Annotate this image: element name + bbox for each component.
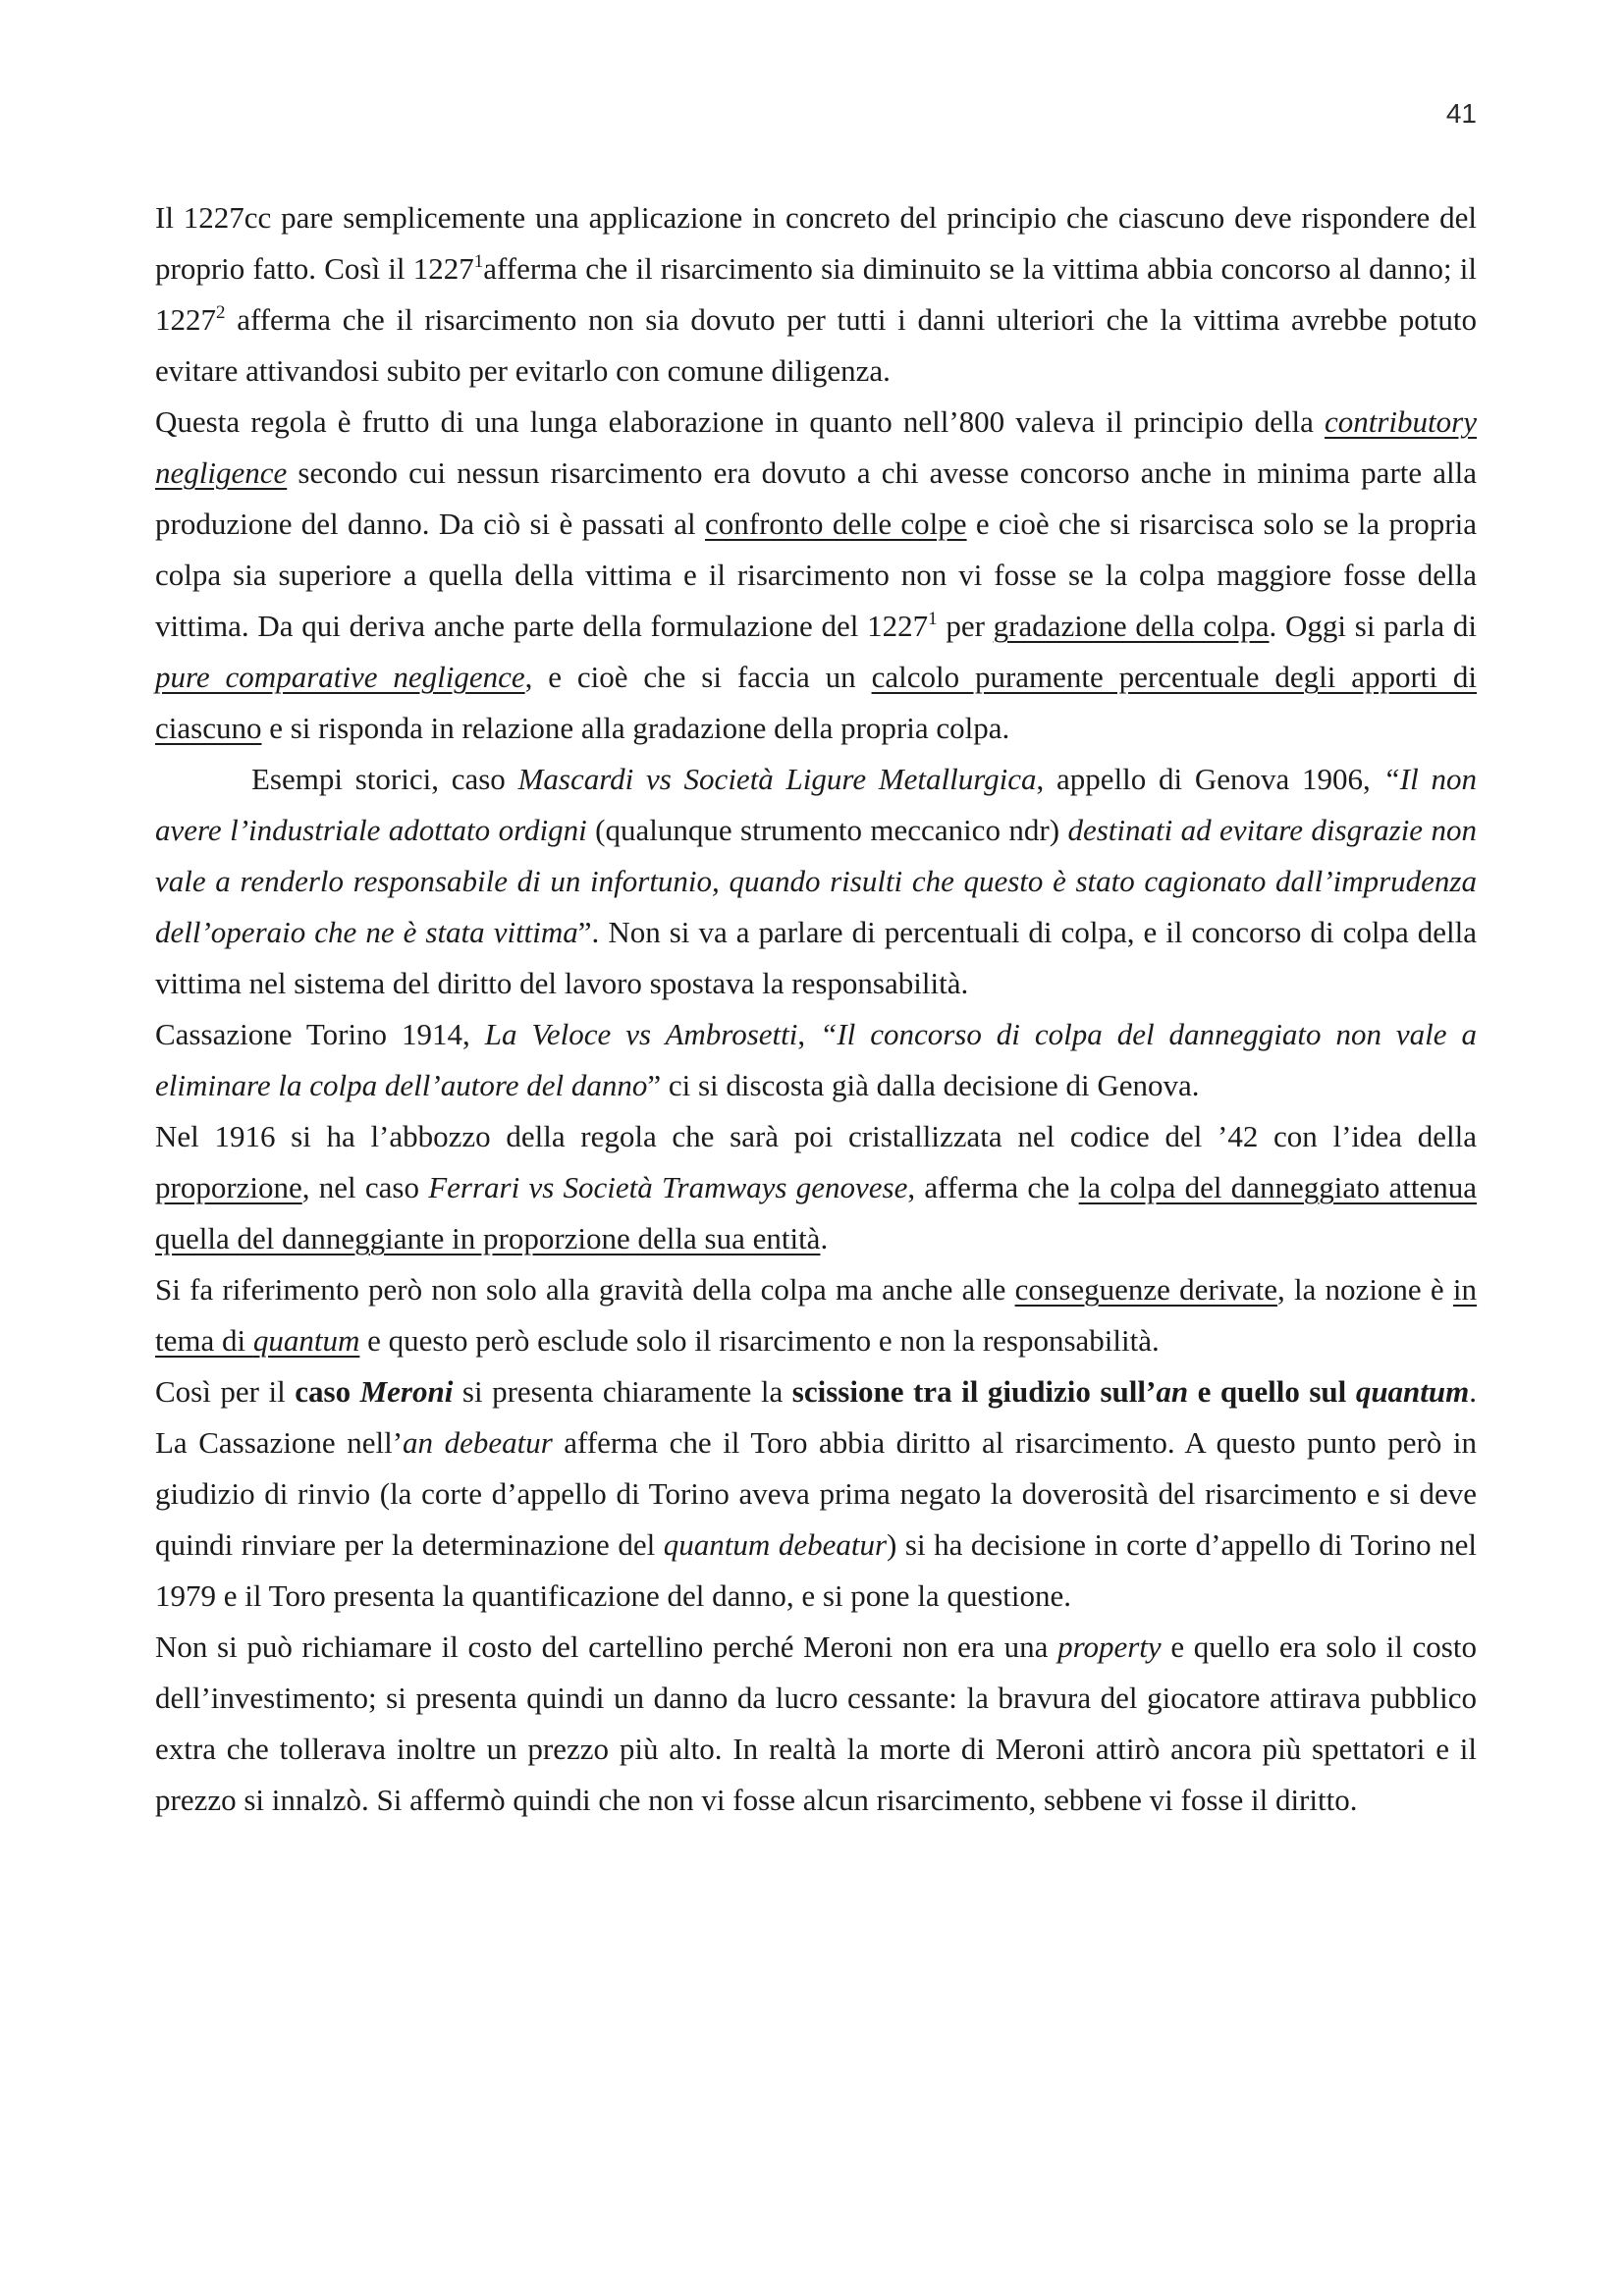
underlined-term-pure-comparative-negligence: pure comparative negligence (155, 660, 525, 694)
paragraph-8: Non si può richiamare il costo del cartellino perché Meroni non era una property e quello era solo il costo dell’investimento; si presenta quindi un danno da lucro cessante: la bravura del giocatore attirava pubblico extra che tollerava inoltre un prezzo più alto. In realtà la morte di Meroni attirò ancora più spettatori e il prezzo si innalzò. Si affermò quindi che non vi fosse alcun risarcimento, sebbene vi fosse il diritto. (155, 1629, 1477, 1817)
paragraph-7: Così per il caso Meroni si presenta chiaramente la scissione tra il giudizio sull’an e quello sul quantum. La Cassazione nell’an debeatur afferma che il Toro abbia diritto al risarcimento. A questo punto però in giudizio di rinvio (la corte d’appello di Torino aveva prima negato la doverosità del risarcimento e si deve quindi rinviare per la determinazione del quantum debeatur) si ha decisione in corte d’appello di Torino nel 1979 e il Toro presenta la quantificazione del danno, e si pone la questione. (155, 1374, 1478, 1613)
paragraph-2: Questa regola è frutto di una lunga elaborazione in quanto nell’800 valeva il principio della contributory negligence secondo cui nessun risarcimento era dovuto a chi avesse concorso anche in minima parte alla produzione del danno. Da ciò si è passati al confronto delle colpe e cioè che si risarcisca solo se la propria colpa sia superiore a quella della vittima e il risarcimento non vi fosse se la colpa maggiore fosse della vittima. Da qui deriva anche parte della formulazione del 1227$^1$ per gradazione della colpa. Oggi si parla di pure comparative negligence, e cioè che si faccia un calcolo puramente percentuale degli apporti di ciascuno e si risponda in relazione alla gradazione della propria colpa. (155, 404, 1478, 745)
underlined-term-confronto-delle-colpe: confronto delle colpe (704, 507, 967, 541)
underlined-term-conseguenze-derivate: conseguenze derivate (1014, 1272, 1277, 1307)
paragraph-3: Esempi storici, caso Mascardi vs Società Ligure Metallurgica, appello di Genova 1906, “Il non avere l’industriale adottato ordigni (qualunque strumento meccanico ndr) destinati ad evitare disgrazie non vale a renderlo responsabile di un infortunio, quando risulti che questo è stato cagionato dall’imprudenza dell’operaio che ne è stata vittima”. Non si va a parlare di percentuali di colpa, e il concorso di colpa della vittima nel sistema del diritto del lavoro spostava la responsabilità. (155, 762, 1477, 1000)
underlined-term-proporzione: proporzione (155, 1170, 302, 1204)
paragraph-1: Il 1227cc pare semplicemente una applicazione in concreto del principio che ciascuno deve rispondere del proprio fatto. Così il 1227$^1$afferma che il risarcimento sia diminuito se la vittima abbia concorso al danno; il 1227$^2$ afferma che il risarcimento non sia dovuto per tutti i danni ulteriori che la vittima avrebbe potuto evitare attivandosi subito per evitarlo con comune diligenza. (155, 200, 1477, 388)
bold-scissione: scissione tra il giudizio sull’an e quello sul quantum (791, 1374, 1470, 1409)
paragraph-6: Si fa riferimento però non solo alla gravità della colpa ma anche alle conseguenze derivate, la nozione è in tema di quantum e questo però esclude solo il risarcimento e non la responsabilità. (155, 1272, 1478, 1358)
underlined-term-gradazione-della-colpa: gradazione della colpa (993, 609, 1270, 643)
bold-caso-meroni: caso Meroni (295, 1374, 454, 1409)
underlined-principle-proporzione: la colpa del danneggiato attenua quella del danneggiante in proporzione della sua entità (155, 1170, 1477, 1255)
case-name-mascardi: Mascardi vs Società Ligure Metallurgica (517, 762, 1037, 796)
underlined-term-contributory-negligence: contributory negligence (155, 404, 1477, 490)
page-number: 41 (1445, 98, 1477, 129)
underlined-term-calcolo-percentuale: calcolo puramente percentuale degli apporti di ciascuno (155, 660, 1478, 745)
case-name-la-veloce: La Veloce vs Ambrosetti (484, 1017, 798, 1051)
case-name-ferrari: Ferrari vs Società Tramways genovese (428, 1170, 908, 1204)
quote-genova: “Il non avere l’industriale adottato ordigni (155, 762, 1477, 847)
quote-cassazione-torino: “Il concorso di colpa del danneggiato non vale a eliminare la colpa dell’autore del danno (155, 1017, 1477, 1102)
paragraph-5: Nel 1916 si ha l’abbozzo della regola che sarà poi cristallizzata nel codice del ’42 con l’idea della proporzione, nel caso Ferrari vs Società Tramways genovese, afferma che la colpa del danneggiato attenua quella del danneggiante in proporzione della sua entità. (155, 1119, 1477, 1255)
underlined-term-in-tema-di-quantum: in tema di quantum (155, 1272, 1478, 1358)
paragraph-4: Cassazione Torino 1914, La Veloce vs Ambrosetti, “Il concorso di colpa del danneggiato non vale a eliminare la colpa dell’autore del danno” ci si discosta già dalla decisione di Genova. (155, 1017, 1477, 1102)
body-text (155, 192, 1477, 1826)
